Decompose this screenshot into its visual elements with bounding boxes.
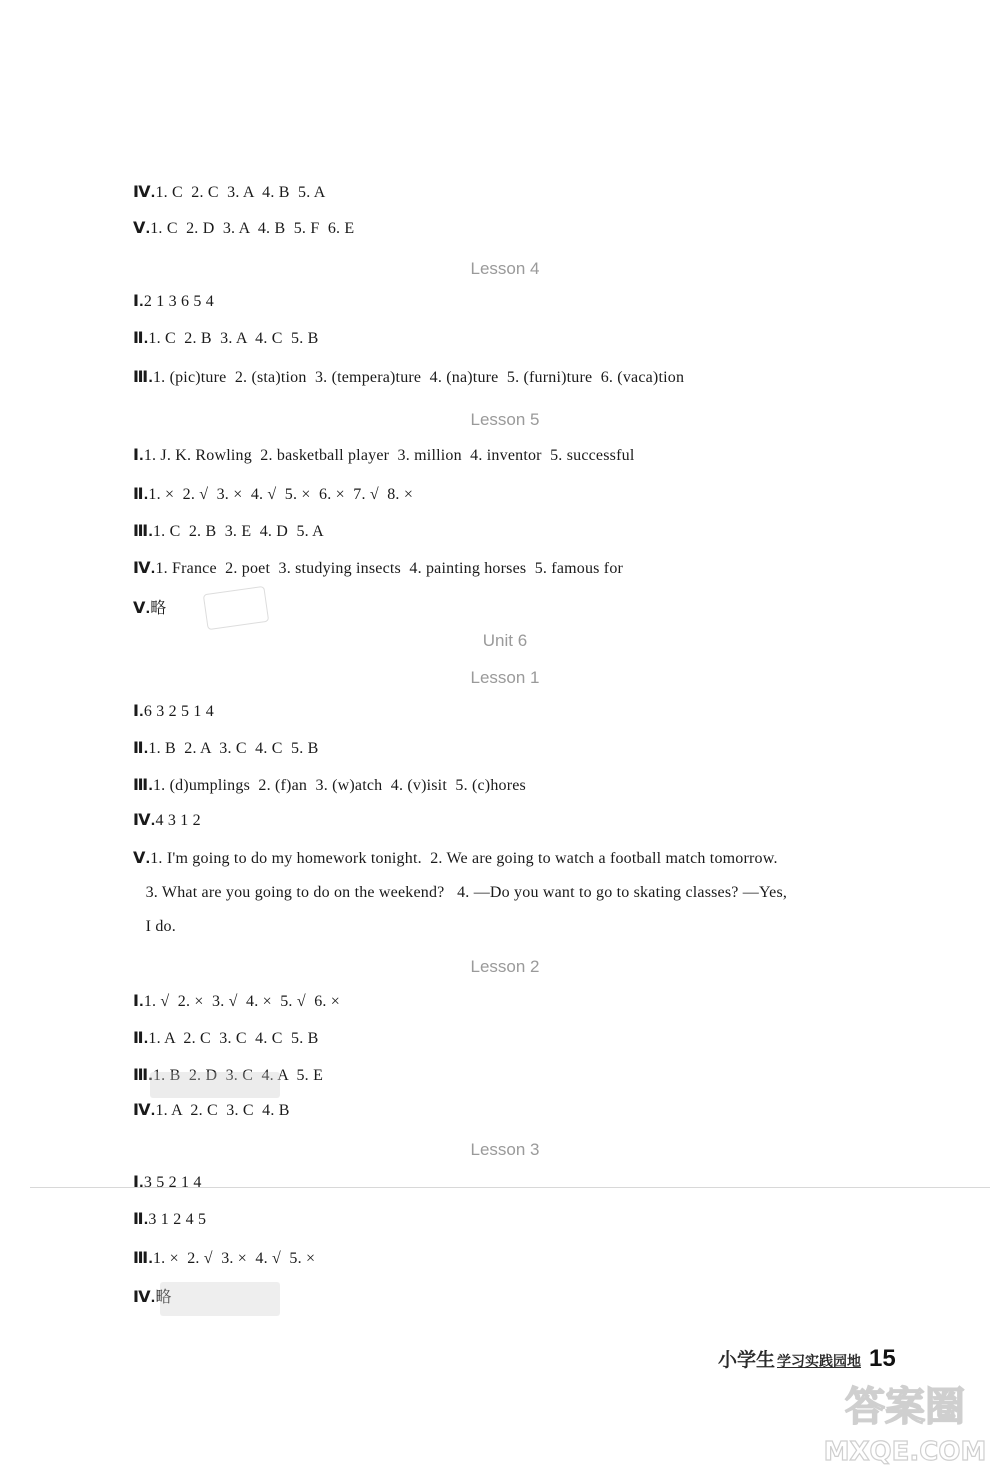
answer-text: 1. √ 2. × 3. √ 4. × 5. √ 6. × — [143, 993, 341, 1010]
answer-text: 1. (pic)ture 2. (sta)tion 3. (tempera)ture 4. (na)ture 5. (furni)ture 6. (vaca)tion — [152, 369, 685, 386]
answer-line — [133, 445, 634, 465]
answer-text: 1. B 2. D 3. C 4. A 5. E — [152, 1067, 324, 1084]
section-numeral: Ⅰ. — [133, 993, 144, 1010]
section-numeral: Ⅳ. — [133, 560, 156, 577]
section-numeral: Ⅰ. — [133, 703, 144, 720]
answer-line — [133, 521, 324, 541]
answer-line — [133, 918, 176, 936]
answer-text: 1. I'm going to do my homework tonight. 2. We are going to watch a football match tomorrow. — [150, 850, 778, 867]
answer-line — [133, 991, 340, 1011]
answer-text: 1. C 2. B 3. E 4. D 5. A — [152, 523, 324, 540]
answer-line — [133, 701, 214, 721]
answer-text: 1. J. K. Rowling 2. basketball player 3. million 4. inventor 5. successful — [143, 447, 635, 464]
section-numeral: Ⅲ. — [133, 1067, 153, 1084]
watermark-logo — [820, 1372, 990, 1467]
section-numeral: Ⅱ. — [133, 740, 149, 757]
answer-text: 1. C 2. C 3. A 4. B 5. A — [155, 184, 326, 201]
section-numeral: Ⅰ. — [133, 293, 144, 310]
answer-line — [133, 1172, 202, 1192]
watermark-text: 答案圈 — [845, 1384, 965, 1430]
answer-line — [133, 810, 201, 830]
answer-line — [133, 182, 326, 202]
answer-text: 1. France 2. poet 3. studying insects 4. painting horses 5. famous for — [155, 560, 624, 577]
section-numeral: Ⅴ. — [133, 850, 151, 867]
section-numeral: Ⅳ. — [133, 812, 156, 829]
answer-text: 1. × 2. √ 3. × 4. √ 5. × — [152, 1250, 316, 1267]
answer-text: 1. (d)umplings 2. (f)an 3. (w)atch 4. (v)isit 5. (c)hores — [152, 777, 526, 794]
answer-text: 1. C 2. D 3. A 4. B 5. F 6. E — [150, 220, 355, 237]
answer-text: 1. × 2. √ 3. × 4. √ 5. × 6. × 7. √ 8. × — [148, 486, 414, 503]
section-numeral: Ⅳ. — [133, 184, 156, 201]
section-heading: Lesson 2 — [470, 957, 540, 976]
section-numeral: Ⅰ. — [133, 1174, 144, 1191]
answer-text: 3. What are you going to do on the weekend? 4. —Do you want to go to skating classes? —Yes, — [133, 884, 788, 901]
watermark-url: MXQE.COM — [823, 1437, 987, 1467]
page-number: 15 — [869, 1345, 896, 1372]
faint-stamp-1 — [203, 586, 269, 630]
section-numeral: Ⅴ. — [133, 600, 151, 617]
answer-line — [133, 884, 787, 902]
section-heading: Unit 6 — [482, 631, 528, 650]
answer-line — [133, 1028, 318, 1048]
faint-stamp-3 — [160, 1282, 280, 1316]
answer-line — [133, 738, 318, 758]
answer-line — [133, 775, 526, 795]
section-numeral: Ⅳ. — [133, 1289, 156, 1306]
section-numeral: Ⅱ. — [133, 330, 149, 347]
section-numeral: Ⅲ. — [133, 523, 153, 540]
section-numeral: Ⅳ. — [133, 1102, 156, 1119]
section-heading: Lesson 1 — [470, 668, 540, 687]
answer-line — [133, 1209, 206, 1229]
section-numeral: Ⅲ. — [133, 777, 153, 794]
section-numeral: Ⅱ. — [133, 1030, 149, 1047]
footer-brand-title: 小学生 — [718, 1350, 776, 1371]
answer-line — [133, 218, 354, 238]
horizontal-divider — [30, 1187, 990, 1188]
answer-text: 3 5 2 1 4 — [143, 1174, 202, 1191]
faint-stamp-2 — [150, 1072, 280, 1098]
answer-text: 1. A 2. C 3. C 4. B — [155, 1102, 290, 1119]
section-heading: Lesson 4 — [470, 259, 540, 278]
answer-text: 略 — [150, 600, 167, 617]
answer-line — [133, 1248, 315, 1268]
answer-text: 6 3 2 5 1 4 — [143, 703, 215, 720]
answer-text: 略 — [155, 1289, 172, 1306]
answer-text: 1. C 2. B 3. A 4. C 5. B — [148, 330, 319, 347]
answer-text: I do. — [133, 918, 176, 935]
section-numeral: Ⅲ. — [133, 369, 153, 386]
answer-text: 1. A 2. C 3. C 4. C 5. B — [148, 1030, 319, 1047]
answer-line — [133, 848, 778, 868]
section-numeral: Ⅴ. — [133, 220, 151, 237]
section-heading: Lesson 5 — [470, 410, 540, 429]
answer-line — [133, 291, 214, 311]
section-heading: Lesson 3 — [470, 1140, 540, 1159]
footer-brand — [718, 1345, 896, 1373]
answer-line — [133, 328, 318, 348]
answer-text: 2 1 3 6 5 4 — [143, 293, 215, 310]
answer-line — [133, 558, 623, 578]
section-numeral: Ⅱ. — [133, 486, 149, 503]
answer-text: 4 3 1 2 — [155, 812, 201, 829]
answer-line — [133, 484, 413, 504]
answer-line — [133, 367, 684, 387]
answer-line — [133, 1100, 290, 1120]
section-numeral: Ⅲ. — [133, 1250, 153, 1267]
answer-text: 1. B 2. A 3. C 4. C 5. B — [148, 740, 319, 757]
section-numeral: Ⅱ. — [133, 1211, 149, 1228]
answer-text: 3 1 2 4 5 — [148, 1211, 207, 1228]
footer-brand-subtitle: 学习实践园地 — [777, 1353, 862, 1369]
section-numeral: Ⅰ. — [133, 447, 144, 464]
answer-line — [133, 595, 166, 618]
